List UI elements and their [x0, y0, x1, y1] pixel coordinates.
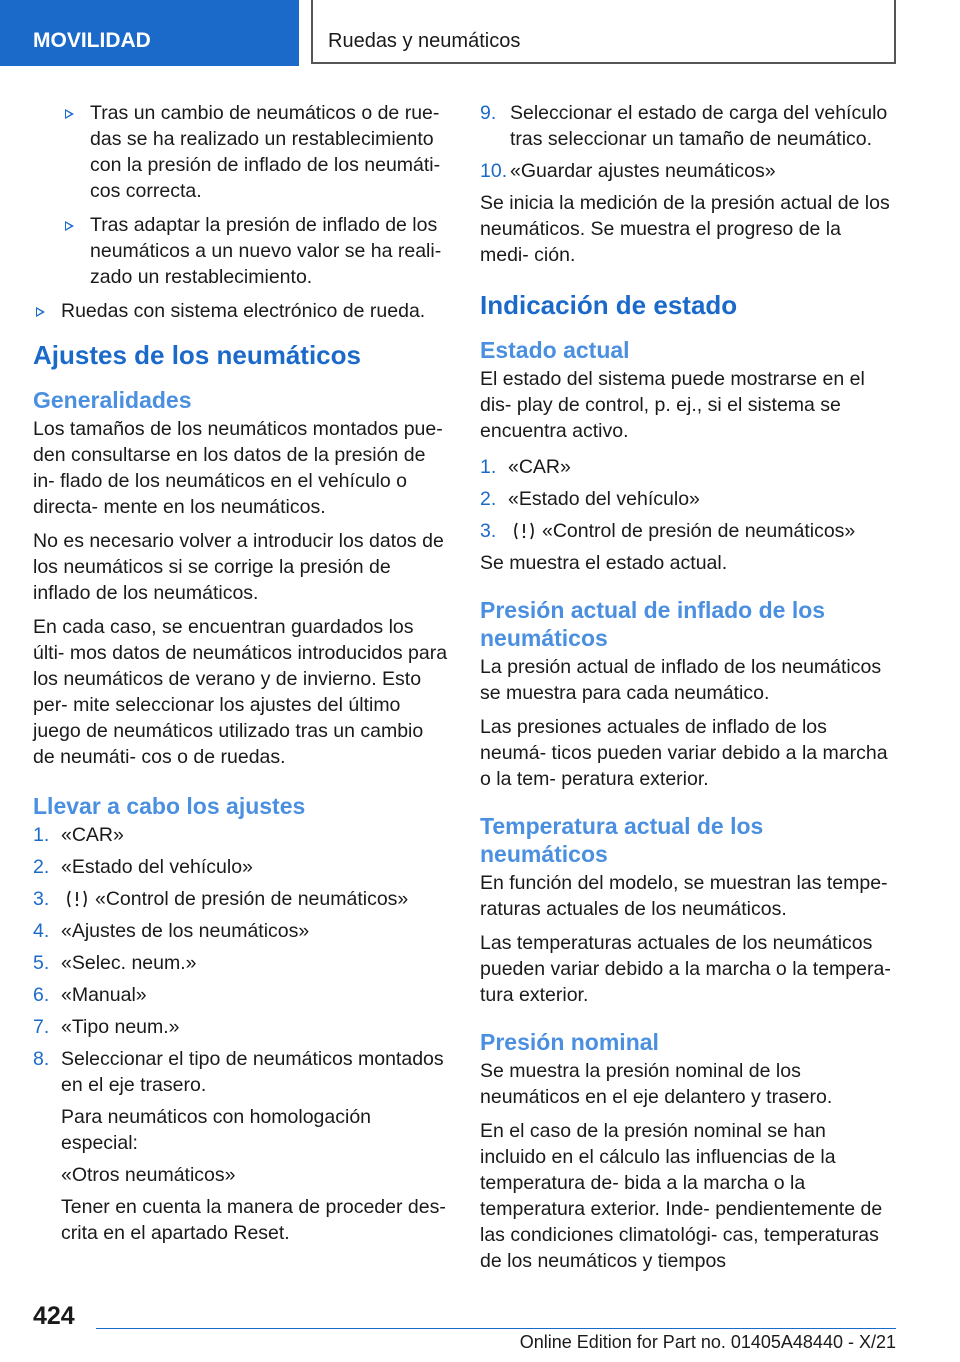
paragraph: En cada caso, se encuentran guardados los últi‐ mos datos de neumáticos introducidos para los neumáticos de verano y de invierno. Esto per‐ mite seleccionar los ajustes del último juego de neumáticos utilizado tras un cambio de neumáti‐ cos o de ruedas.	[33, 616, 448, 768]
section-title: MOVILIDAD	[0, 0, 299, 66]
paragraph: En el caso de la presión nominal se han incluido en el cálculo las influencias de la temperatura de‐ bida a la marcha o la temperatura exterior. Inde‐ pendientemente de las condiciones climatológi‐ cas, temperaturas de los neumáticos y tiempos	[480, 1120, 883, 1272]
paragraph: Se muestra el estado actual.	[480, 552, 728, 574]
heading-current-pressure: Presión actual de inflado de los neumáticos	[480, 597, 826, 651]
edition-text: Online Edition for Part no. 01405A48440 - X/21	[519, 1332, 896, 1352]
step-note: «Otros neumáticos»	[61, 1164, 236, 1186]
step-item: 4. «Ajustes de los neumáticos»	[33, 920, 310, 942]
tire-pressure-warning-icon	[65, 889, 89, 909]
right-column	[480, 100, 895, 1282]
triangle-bullet-icon	[65, 221, 74, 231]
heading-nominal-pressure: Presión nominal	[480, 1029, 659, 1055]
page-number: 424	[33, 1302, 75, 1330]
heading-current-status: Estado actual	[480, 337, 630, 363]
step-note: Para neumáticos con homologación especial:	[61, 1106, 372, 1154]
paragraph: Las temperaturas actuales de los neumáticos pueden variar debido a la marcha o la tempera‐ tura exterior.	[480, 932, 891, 1006]
bullet-item: Tras un cambio de neumáticos o de rue‐ das se ha realizado un restablecimiento con la presión de inflado de los neumáti‐ cos correcta.	[62, 100, 448, 204]
paragraph: Las presiones actuales de inflado de los neumá‐ ticos pueden variar debido a la marcha o la tem‐ peratura exterior.	[480, 716, 888, 790]
step-note: Tener en cuenta la manera de proceder des‐ crita en el apartado Reset.	[61, 1196, 446, 1244]
step-item: 3. «Control de presión de neumáticos»	[480, 520, 856, 542]
page-footer	[0, 1290, 960, 1362]
tire-pressure-warning-icon	[512, 521, 536, 541]
heading-general: Generalidades	[33, 387, 192, 413]
paragraph: Se muestra la presión nominal de los neumáticos en el eje delantero y trasero.	[480, 1060, 833, 1108]
paragraph: Los tamaños de los neumáticos montados pue‐ den consultarse en los datos de la presión de in‐ flado de los neumáticos en el vehículo o directa‐ mente en los neumáticos.	[33, 418, 443, 518]
step-item: 1. «CAR»	[480, 456, 571, 478]
step-item: 7. «Tipo neum.»	[33, 1016, 180, 1038]
triangle-bullet-icon	[36, 307, 45, 317]
paragraph: En función del modelo, se muestran las tempe‐ raturas actuales de los neumáticos.	[480, 872, 888, 920]
paragraph: Se inicia la medición de la presión actual de los neumáticos. Se muestra el progreso de la medi‐ ción.	[480, 192, 890, 266]
heading-current-temperature: Temperatura actual de los neumáticos	[480, 813, 764, 867]
step-item: 10. «Guardar ajustes neumáticos»	[480, 160, 776, 182]
heading-tire-settings: Ajustes de los neumáticos	[33, 340, 361, 370]
left-column	[33, 100, 448, 1252]
chapter-title: Ruedas y neumáticos	[311, 0, 896, 64]
step-item: 1. «CAR»	[33, 824, 124, 846]
step-item: 6. «Manual»	[33, 984, 147, 1006]
paragraph: El estado del sistema puede mostrarse en el dis‐ play de control, p. ej., si el sistema se encuentra activo.	[480, 368, 865, 442]
step-item: 9. Seleccionar el estado de carga del vehículo tras seleccionar un tamaño de neumático.	[480, 102, 888, 150]
step-item: 3. «Control de presión de neumáticos»	[33, 888, 409, 910]
heading-status-display: Indicación de estado	[480, 290, 738, 320]
paragraph: No es necesario volver a introducir los datos de los neumáticos si se corrige la presión de inflado de los neumáticos.	[33, 530, 444, 604]
paragraph: La presión actual de inflado de los neumáticos se muestra para cada neumático.	[480, 656, 882, 704]
page-header	[0, 0, 960, 66]
step-item: 8. Seleccionar el tipo de neumáticos montados en el eje trasero. Para neumáticos con homologación especial: «Otros neumáticos» Tener en cuenta la manera de proceder des‐ crita en el apartado Reset.	[33, 1046, 448, 1246]
step-item: 2. «Estado del vehículo»	[33, 856, 253, 878]
bullet-item: Tras adaptar la presión de inflado de los neumáticos a un nuevo valor se ha reali‐ zado un restablecimiento.	[62, 212, 448, 290]
triangle-bullet-icon	[65, 109, 74, 119]
heading-perform-settings: Llevar a cabo los ajustes	[33, 793, 306, 819]
footer-divider	[96, 1328, 896, 1329]
bullet-item: Ruedas con sistema electrónico de rueda.	[33, 298, 448, 324]
step-item: 5. «Selec. neum.»	[33, 952, 197, 974]
step-item: 2. «Estado del vehículo»	[480, 488, 700, 510]
